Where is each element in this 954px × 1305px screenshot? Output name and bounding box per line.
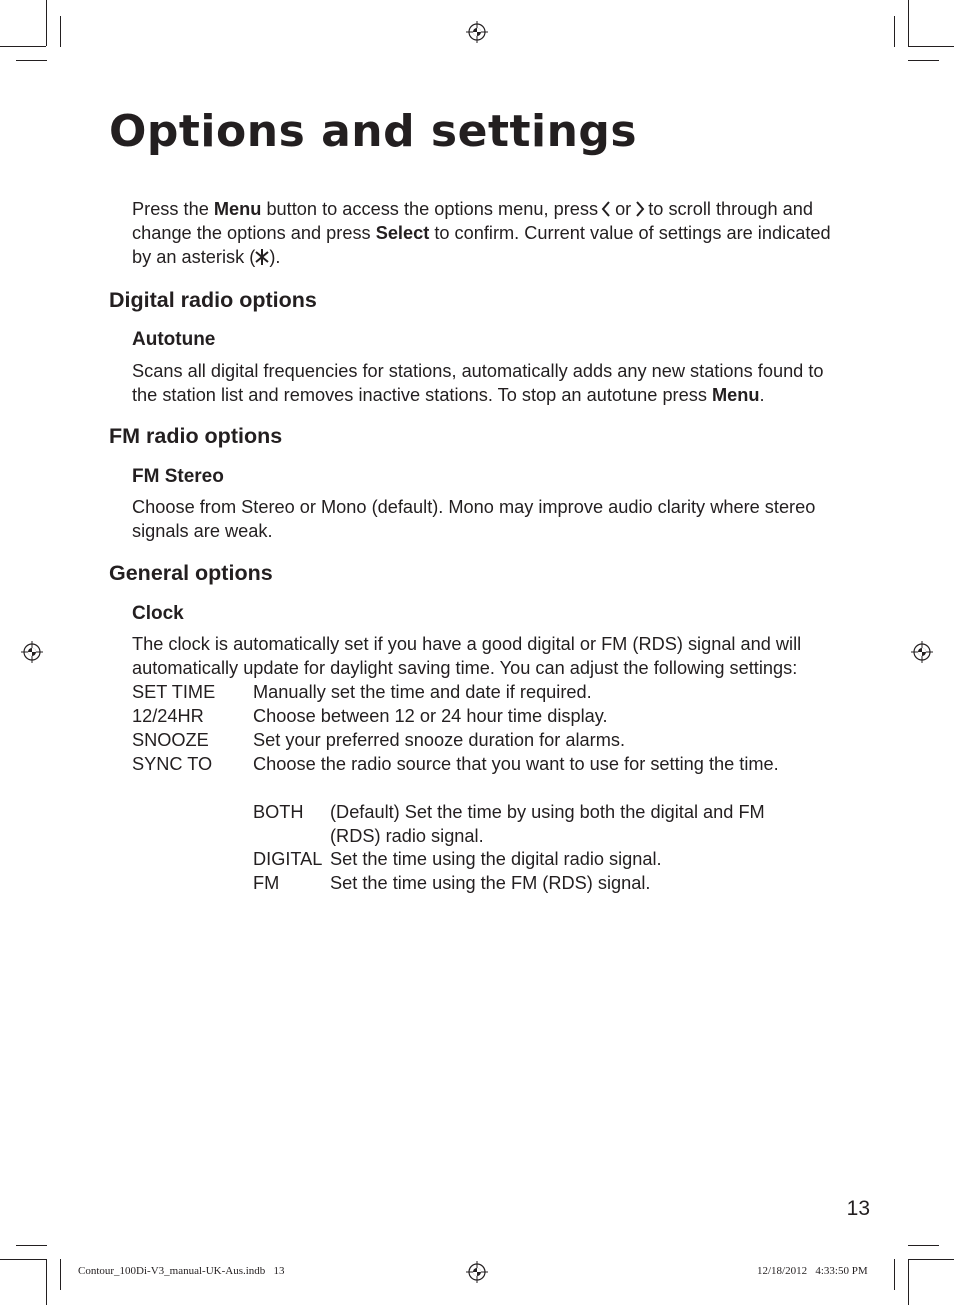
section-heading-general: General options [109,561,273,585]
subheading-clock: Clock [132,603,184,624]
fm-stereo-paragraph: Choose from Stereo or Mono (default). Mono may improve audio clarity where stereo signals are weak. [132,497,816,541]
sync-option-term: DIGITAL [253,849,323,869]
registration-mark-icon [20,640,44,664]
crop-mark [16,60,47,61]
crop-mark [16,1245,47,1246]
autotune-text: Scans all digital frequencies for stations, automatically adds any new stations found to the station list and removes inactive stations. To stop an autotune press [132,361,824,405]
intro-text: or [615,199,632,219]
menu-keyword: Menu [711,385,760,405]
setting-description: Choose between 12 or 24 hour time display. [253,706,608,726]
crop-mark [0,46,46,47]
crop-mark [908,46,954,47]
page-number: 13 [846,1197,870,1220]
crop-mark [60,16,61,47]
intro-text: Press the [132,199,214,219]
subheading-fm-stereo: FM Stereo [132,466,224,487]
section-heading-fm: FM radio options [109,424,283,448]
crop-mark [894,16,895,47]
crop-mark [908,0,909,46]
crop-mark [0,1259,46,1260]
chevron-right-icon [634,200,645,218]
registration-mark-icon [910,640,934,664]
setting-description: Set your preferred snooze duration for alarms. [253,730,626,750]
setting-term: 12/24HR [132,706,204,726]
setting-term: SET TIME [132,682,216,702]
menu-keyword: Menu [213,199,262,219]
asterisk-icon [255,248,269,266]
crop-mark [894,1259,895,1290]
slug-filename: Contour_100Di-V3_manual-UK-Aus.indb 13 [78,1265,285,1277]
crop-mark [46,1259,47,1305]
crop-mark [908,1259,954,1260]
registration-mark-icon [465,20,489,44]
sync-option-term: FM [253,873,280,893]
intro-text: to scroll through and change the options and press [132,199,814,243]
crop-mark [46,0,47,46]
sync-option-term: BOTH [253,802,304,822]
intro-text: button to access the options menu, press [261,199,599,219]
select-keyword: Select [375,223,430,243]
crop-mark [908,1259,909,1305]
crop-mark [908,1245,939,1246]
clock-paragraph: The clock is automatically set if you have a good digital or FM (RDS) signal and will automatically update for daylight saving time. You can adjust the following settings: [132,634,802,678]
sync-option-description: Set the time using the FM (RDS) signal. [330,873,651,893]
setting-term: SNOOZE [132,730,209,750]
intro-paragraph [132,197,848,269]
intro-text: to confirm. Current value of settings are indicated by an asterisk ( [132,223,831,267]
setting-term: SYNC TO [132,754,213,774]
crop-mark [60,1259,61,1290]
chevron-left-icon [601,200,612,218]
crop-mark [908,60,939,61]
slug-timestamp: 12/18/2012 4:33:50 PM [757,1265,868,1277]
setting-description: Choose the radio source that you want to use for setting the time. [253,754,779,774]
sync-option-description: (Default) Set the time by using both the digital and FM (RDS) radio signal. [330,802,765,846]
registration-mark-icon [465,1260,489,1284]
section-heading-digital: Digital radio options [109,288,317,312]
subheading-autotune: Autotune [132,329,216,350]
setting-description: Manually set the time and date if required. [253,682,592,702]
autotune-end: . [759,385,765,405]
intro-text: ). [269,247,281,267]
page-title: Options and settings [109,106,638,157]
autotune-paragraph [132,359,848,407]
sync-option-description: Set the time using the digital radio signal. [330,849,662,869]
